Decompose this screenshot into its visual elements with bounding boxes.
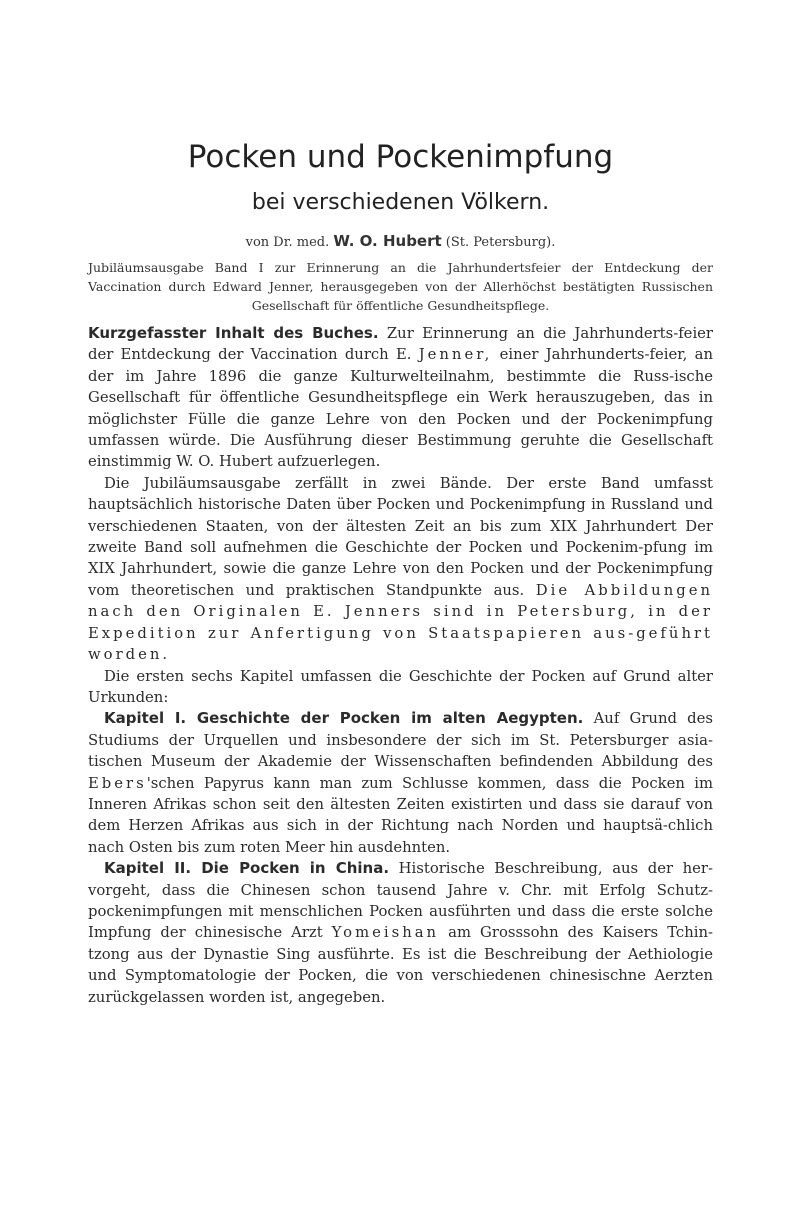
author-line (0, 232, 801, 252)
chapter-1-name: Ebers (88, 774, 147, 792)
author-prefix: von Dr. med. (245, 235, 334, 250)
chapter-2-text-a: Historische Beschreibung, aus der her-vorgeht, dass die Chinesen schon tausend Jahre v. Chr. mit Erfolg Schutz-pockenimpfungen mit menschlichen Pocken ausführten und dass die erste solche Impfung der chinesische Arzt (88, 860, 713, 942)
paragraph-chapter-1 (88, 708, 713, 858)
chapter-1-heading: Kapitel I. Geschichte der Pocken im alten Aegypten. (104, 709, 584, 728)
chapter-2-text-b: am Grosssohn des Kaisers Tchin-tzong aus der Dynastie Sing ausführte. Es ist die Beschreibung der Aethiologie und Symptomatologie der Pocken, die von verschiedenen chinesischne Aerzten zurückgelassen worden ist, angegeben. (88, 924, 713, 1006)
summary-name: Jenner, (418, 346, 493, 364)
volumes-text: Die Jubiläumsausgabe zerfällt in zwei Bände. Der erste Band umfasst hauptsächlich historische Daten über Pocken und Pockenimpfung in Russland und verschiedenen Staaten, von der ältesten Zeit an bis zum XIX Jahrhundert Der zweite Band soll aufnehmen die Geschichte der Pocken und Pockenim-pfung im XIX Jahrhundert, sowie die ganze Lehre von den Pocken und der Pockenimpfung vom theoretischen und praktischen Standpunkte aus. (88, 474, 713, 599)
author-suffix: (St. Petersburg). (441, 235, 556, 250)
summary-text-a: Zur Erinnerung an die Jahrhunderts-feier der Entdeckung der Vaccination durch E. (88, 325, 714, 364)
summary-heading: Kurzgefasster Inhalt des Buches. (88, 324, 379, 342)
chapter-1-text-a: Auf Grund des Studiums der Urquellen und insbesondere der sich im St. Petersburger asia-tischen Museum der Akademie der Wissenschaften befindenden Abbildung des (88, 710, 713, 771)
paragraph-chapters-intro: Die ersten sechs Kapitel umfassen die Geschichte der Pocken auf Grund alter Urkunden: (88, 667, 713, 706)
chapter-1-text-b: 'schen Papyrus kann man zum Schlusse kommen, dass die Pocken im Inneren Afrikas schon seit den ältesten Zeiten existirten und dass sie darauf von dem Herzen Afrikas aus sich in der Richtung nach Norden und hauptsä-chlich nach Osten bis zum roten Meer hin ausdehnten. (88, 774, 713, 856)
edition-note: Jubiläumsausgabe Band I zur Erinnerung an die Jahrhundertsfeier der Entdeckung der Vaccination durch Edward Jenner, herausgegeben von der Allerhöchst bestätigten Russischen Gesellschaft für öffentliche Gesundheitspflege. (88, 260, 713, 313)
author-name: W. O. Hubert (333, 232, 442, 250)
page-title: Pocken und Pockenimpfung (187, 139, 614, 175)
chapter-2-name: Yomeishan (331, 924, 440, 942)
paragraph-chapter-2 (88, 858, 713, 1008)
paragraph-summary (88, 323, 713, 473)
paragraph-volumes (88, 473, 713, 666)
body-text (88, 323, 713, 1008)
page-subtitle: bei verschiedenen Völkern. (251, 190, 550, 215)
volumes-spaced-text: Die Abbildungen nach den Originalen E. Jenners sind in Petersburg, in der Expedition zur Anfertigung von Staatspapieren aus-geführt worden. (88, 581, 713, 664)
chapter-2-heading: Kapitel II. Die Pocken in China. (104, 859, 390, 878)
summary-text-b: einer Jahrhunderts-feier, an der im Jahre 1896 die ganze Kulturwelteilnahm, bestimmte die Russ-ische Gesellschaft für öffentliche Gesundheitspflege ein Werk herauszugeben, das in möglichster Fülle die ganze Lehre von den Pocken und der Pockenimpfung umfassen würde. Die Ausführung dieser Bestimmung geruhte die Gesellschaft einstimmig W. O. Hubert aufzuerlegen. (88, 346, 713, 471)
